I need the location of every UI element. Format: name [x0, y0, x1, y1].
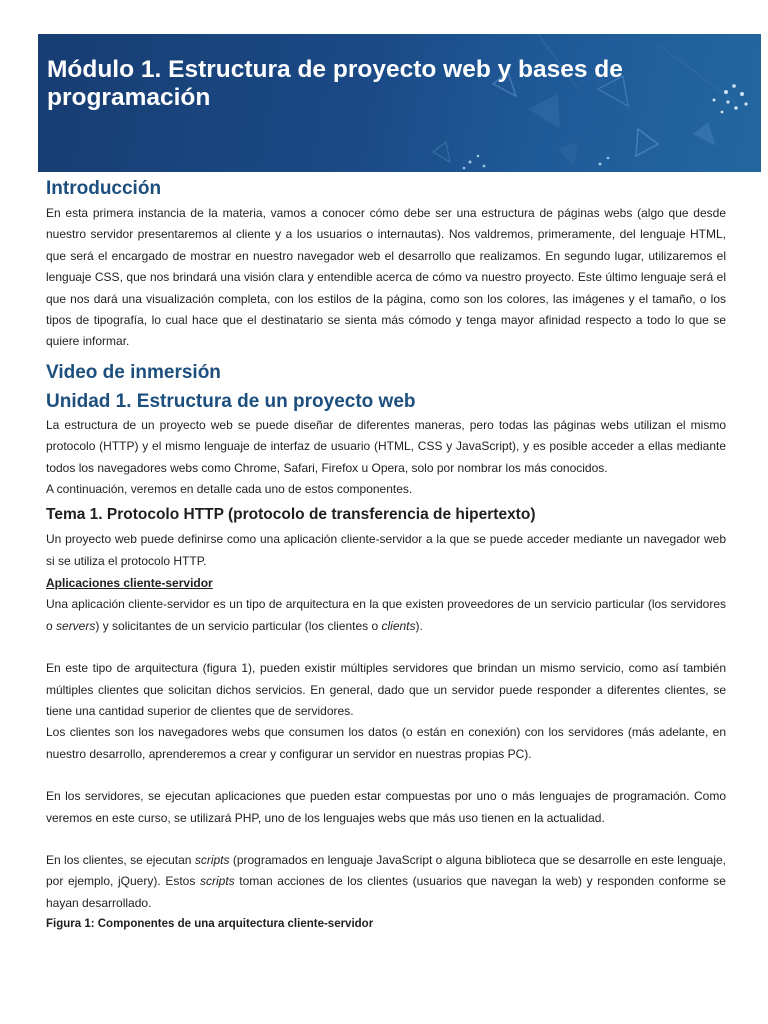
client-server-paragraph-1: Una aplicación cliente-servidor es un tipo de arquitectura en la que existen proveedores de un servicio particular (los servidores o servers) y solicitantes de un servicio particular (los clientes o clients).	[46, 597, 726, 633]
topic1-paragraph: Un proyecto web puede definirse como una aplicación cliente-servidor a la que se puede acceder mediante un navegador web si se utiliza el protocolo HTTP.	[46, 532, 726, 568]
topic1-heading: Tema 1. Protocolo HTTP (protocolo de transferencia de hipertexto)	[46, 506, 536, 524]
video-heading: Video de inmersión	[46, 361, 221, 383]
client-server-subheading: Aplicaciones cliente-servidor	[46, 576, 213, 591]
spacer	[46, 829, 726, 850]
unit1-paragraph-2: A continuación, veremos en detalle cada uno de estos componentes.	[46, 482, 413, 497]
figure-caption: Figura 1: Componentes de una arquitectura cliente-servidor	[46, 918, 374, 931]
intro-paragraph: En esta primera instancia de la materia, vamos a conocer cómo debe ser una estructura de páginas webs (algo que desde nuestro servidor presentaremos al cliente y a los usuarios o internautas). Nos valdremos, primeramente, del lenguaje HTML, que será el encargado de mostrar en nuestro navegador web el desarrollo que realizamos. En segundo lugar, utilizaremos el lenguaje CSS, que nos brindará una visión clara y entendible acerca de cómo va nuestro proyecto. Este último lenguaje será el que nos dará una visualización completa, con los estilos de la página, como son los colores, las imágenes y el tamaño, o los tipos de tipografía, lo cual hace que el destinatario se sienta más cómodo y tenga mayor afinidad respecto a todo lo que se quiere informar.	[46, 206, 726, 349]
client-server-paragraph-5: En los clientes, se ejecutan scripts (programados en lenguaje JavaScript o alguna biblioteca que se desarrolle en este lenguaje, por ejemplo, jQuery). Estos scripts toman acciones de los clientes (usuarios que navegan la web) y responden conforme se hayan desarrollado.	[46, 852, 726, 910]
client-server-paragraph-2: En este tipo de arquitectura (figura 1), pueden existir múltiples servidores que brindan un mismo servicio, como así también múltiples clientes que solicitan dichos servicios. En general, dado que un servidor puede responder a diferentes clientes, se tiene una cantidad superior de clientes que de servidores.	[46, 661, 726, 718]
intro-heading: Introducción	[46, 178, 162, 199]
client-server-paragraph-3: Los clientes son los navegadores webs que consumen los datos (o están en conexión) con los servidores (más adelante, en nuestro desarrollo, aprenderemos a crear y configurar un servidor en nuestras propias PC).	[46, 725, 726, 761]
client-server-paragraph-4: En los servidores, se ejecutan aplicaciones que pueden estar compuestas por uno o más lenguajes de programación. Como veremos en este curso, se utilizará PHP, uno de los lenguajes webs que más uso tienen en la actualidad.	[46, 789, 726, 825]
module-title: Módulo 1. Estructura de proyecto web y bases de programación	[47, 56, 623, 111]
spacer	[46, 637, 726, 658]
module-banner	[38, 34, 761, 172]
unit1-heading: Unidad 1. Estructura de un proyecto web	[46, 390, 416, 412]
spacer	[46, 765, 726, 786]
document-body	[46, 176, 726, 934]
unit1-paragraph-1: La estructura de un proyecto web se puede diseñar de diferentes maneras, pero todas las páginas webs utilizan el mismo protocolo (HTTP) y el mismo lenguaje de interfaz de usuario (HTML, CSS y JavaScript), y es posible acceder a ellas mediante todos los navegadores webs como Chrome, Safari, Firefox u Opera, solo por nombrar los más conocidos.	[46, 417, 726, 475]
